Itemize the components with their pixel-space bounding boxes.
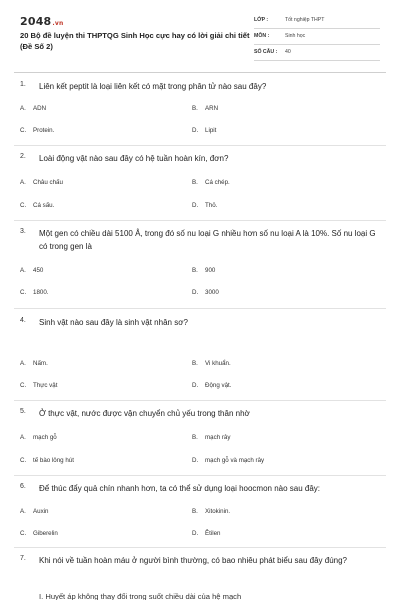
option-letter: B.: [192, 179, 198, 186]
option-text: 450: [33, 267, 44, 274]
meta-value: Sinh học: [285, 33, 306, 39]
option-text: ARN: [205, 105, 219, 112]
option-text: Vi khuẩn.: [205, 360, 231, 367]
option-text: Auxin: [33, 508, 49, 515]
option-letter: A.: [20, 267, 26, 274]
header-divider: [14, 72, 386, 73]
option-letter: B.: [192, 105, 198, 112]
question-divider: [14, 475, 386, 476]
meta-row-subject: [254, 30, 380, 45]
site-logo[interactable]: [20, 15, 63, 28]
option-c[interactable]: [20, 127, 54, 134]
question-text: Sinh vật nào sau đây là sinh vật nhân sơ?: [39, 318, 188, 327]
option-d[interactable]: [192, 382, 231, 389]
meta-row-count: [254, 46, 380, 61]
option-b[interactable]: [192, 105, 218, 112]
option-c[interactable]: [20, 382, 57, 389]
question-text: Để thúc đẩy quả chín nhanh hơn, ta có thể sử dụng loại hoocmon nào sau đây:: [39, 484, 321, 493]
option-text: Protein.: [33, 127, 55, 134]
statement-line: I. Huyết áp không thay đổi trong suốt chiều dài của hệ mạch: [39, 592, 242, 600]
option-text: Giberelin: [33, 530, 58, 537]
question-text: Một gen có chiều dài 5100 Å, trong đó số nu loại G nhiều hơn số nu loại A là 10%. Số nu loại G có trong gen là: [39, 229, 376, 251]
option-b[interactable]: [192, 434, 230, 441]
option-letter: D.: [192, 202, 199, 209]
option-letter: A.: [20, 179, 26, 186]
option-a[interactable]: [20, 267, 43, 274]
option-a[interactable]: [20, 105, 46, 112]
option-text: Động vật.: [205, 382, 232, 389]
option-c[interactable]: [20, 530, 58, 537]
option-c[interactable]: [20, 457, 74, 464]
logo-text: 2048: [20, 15, 52, 28]
question-divider: [14, 308, 386, 309]
option-text: mạch gỗ: [33, 434, 57, 441]
option-letter: A.: [20, 360, 26, 367]
option-a[interactable]: [20, 360, 48, 367]
option-letter: C.: [20, 127, 27, 134]
option-text: Châu chấu: [33, 179, 63, 186]
option-letter: B.: [192, 267, 198, 274]
question-number: 2.: [20, 153, 26, 160]
meta-panel: [254, 14, 380, 62]
option-d[interactable]: [192, 202, 217, 209]
option-text: Lipit: [205, 127, 217, 134]
question-divider: [14, 547, 386, 548]
option-text: ADN: [33, 105, 47, 112]
question-number: 4.: [20, 317, 26, 324]
option-text: 900: [205, 267, 216, 274]
option-letter: C.: [20, 289, 27, 296]
question-number: 7.: [20, 555, 26, 562]
meta-key: MÔN :: [254, 33, 270, 39]
option-letter: C.: [20, 202, 27, 209]
option-letter: A.: [20, 508, 26, 515]
option-letter: B.: [192, 434, 198, 441]
question-number: 5.: [20, 408, 26, 415]
option-letter: B.: [192, 508, 198, 515]
option-letter: D.: [192, 530, 199, 537]
option-text: tế bào lông hút: [33, 457, 74, 464]
option-c[interactable]: [20, 289, 48, 296]
option-letter: B.: [192, 360, 198, 367]
meta-value: 40: [285, 49, 291, 55]
option-letter: D.: [192, 382, 199, 389]
meta-key: LỚP :: [254, 17, 269, 23]
option-letter: A.: [20, 105, 26, 112]
question-divider: [14, 220, 386, 221]
document-header: [0, 0, 400, 72]
question-divider: [14, 400, 386, 401]
option-b[interactable]: [192, 360, 231, 367]
meta-key: SỐ CÂU :: [254, 49, 278, 55]
option-text: 1800.: [33, 289, 49, 296]
option-d[interactable]: [192, 127, 216, 134]
option-a[interactable]: [20, 434, 57, 441]
question-number: 6.: [20, 483, 26, 490]
option-letter: D.: [192, 457, 199, 464]
option-letter: C.: [20, 382, 27, 389]
option-c[interactable]: [20, 202, 54, 209]
option-letter: C.: [20, 457, 27, 464]
question-text: Liên kết peptit là loại liên kết có mặt trong phân tử nào sau đây?: [39, 82, 267, 91]
option-text: Thỏ.: [205, 202, 218, 209]
logo-suffix: .vn: [52, 20, 64, 27]
question-number: 3.: [20, 228, 26, 235]
option-letter: D.: [192, 127, 199, 134]
option-b[interactable]: [192, 267, 215, 274]
option-text: Xitokinin.: [205, 508, 231, 515]
meta-value: Tốt nghiệp THPT: [285, 17, 325, 23]
question-text: Khi nói về tuần hoàn máu ở người bình thường, có bao nhiêu phát biểu sau đây đúng?: [39, 556, 347, 565]
option-letter: D.: [192, 289, 199, 296]
question-number: 1.: [20, 81, 26, 88]
document-title: 20 Bộ đề luyện thi THPTQG Sinh Học cực hay có lời giải chi tiết (Đề Số 2): [20, 31, 250, 51]
option-a[interactable]: [20, 179, 63, 186]
option-b[interactable]: [192, 179, 230, 186]
option-d[interactable]: [192, 530, 220, 537]
option-text: Nấm.: [33, 360, 48, 367]
option-letter: C.: [20, 530, 27, 537]
option-text: Cá chép.: [205, 179, 230, 186]
option-d[interactable]: [192, 289, 219, 296]
question-divider: [14, 145, 386, 146]
option-text: mạch gỗ và mạch rây: [205, 457, 265, 464]
option-text: 3000: [205, 289, 219, 296]
option-a[interactable]: [20, 508, 48, 515]
option-letter: A.: [20, 434, 26, 441]
option-b[interactable]: [192, 508, 230, 515]
question-text: Ở thực vật, nước được vận chuyển chủ yếu trong thân nhờ: [39, 409, 250, 418]
option-text: mạch rây: [205, 434, 231, 441]
option-text: Thực vật: [33, 382, 58, 389]
option-text: Êtilen: [205, 530, 221, 537]
question-text: Loài động vật nào sau đây có hệ tuần hoàn kín, đơn?: [39, 154, 229, 163]
option-text: Cá sấu.: [33, 202, 55, 209]
option-d[interactable]: [192, 457, 264, 464]
meta-row-class: [254, 14, 380, 29]
